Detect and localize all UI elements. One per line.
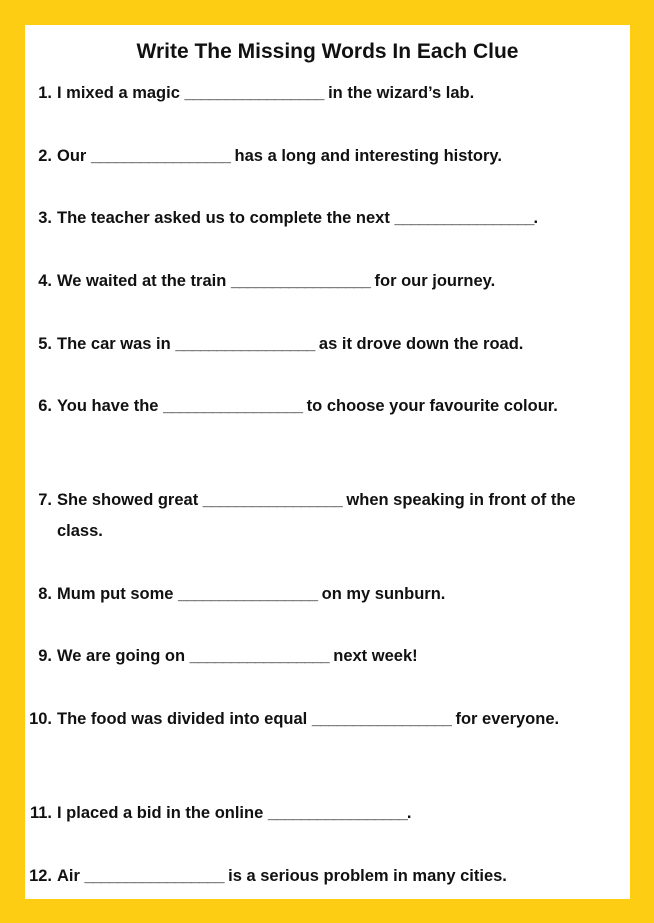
clue-text-before: You have the xyxy=(57,397,159,415)
answer-blank[interactable]: _________________ xyxy=(202,491,342,509)
clue-text-after: as it drove down the road. xyxy=(318,335,524,353)
clue-text-before: The food was divided into equal xyxy=(57,710,308,728)
clue-number: 2. xyxy=(38,147,52,165)
clue-text-before: She showed great xyxy=(57,491,199,509)
clue-number: 5. xyxy=(38,335,52,353)
clue-text-before: We are going on xyxy=(57,647,186,665)
clue-number: 9. xyxy=(38,647,52,665)
clue-text-after: is a serious problem in many cities. xyxy=(228,867,507,885)
clue-text-before: I placed a bid in the online xyxy=(57,804,264,822)
clue-number: 4. xyxy=(38,272,52,290)
answer-blank[interactable]: _________________ xyxy=(84,867,224,885)
answer-blank[interactable]: _________________ xyxy=(163,397,303,415)
clue-text-after: next week! xyxy=(333,647,418,665)
clue-text-after: for everyone. xyxy=(455,710,560,728)
worksheet xyxy=(25,25,630,899)
answer-blank[interactable]: _________________ xyxy=(189,647,329,665)
clue-text-after: . xyxy=(406,804,412,822)
clue-number: 11. xyxy=(29,804,52,822)
answer-blank[interactable]: _________________ xyxy=(311,710,451,728)
clue-number: 3. xyxy=(38,209,52,227)
clue-text-before: We waited at the train xyxy=(57,272,227,290)
answer-blank[interactable]: _________________ xyxy=(175,335,315,353)
clue-text-after: for our journey. xyxy=(374,272,496,290)
clue-number: 7. xyxy=(38,491,52,509)
answer-blank[interactable]: _________________ xyxy=(90,147,230,165)
clue-number: 10. xyxy=(29,710,52,728)
clue-text-before: The teacher asked us to complete the next xyxy=(57,209,390,227)
answer-blank[interactable]: _________________ xyxy=(184,84,324,102)
clue-text-after: to choose your favourite colour. xyxy=(306,397,558,415)
clue-number: 6. xyxy=(38,397,52,415)
clue-text-before: Mum put some xyxy=(57,585,174,603)
clue-number: 8. xyxy=(38,585,52,603)
clue-text-before: The car was in xyxy=(57,335,171,353)
answer-blank[interactable]: _________________ xyxy=(230,272,370,290)
clue-number: 12. xyxy=(29,867,52,885)
clue-number: 1. xyxy=(38,84,52,102)
answer-blank[interactable]: _________________ xyxy=(178,585,318,603)
clue-text-before: Our xyxy=(57,147,87,165)
clue-text-before: Air xyxy=(57,867,80,885)
clue-text-after: in the wizard’s lab. xyxy=(328,84,475,102)
clue-text-after: has a long and interesting history. xyxy=(234,147,502,165)
worksheet-title: Write The Missing Words In Each Clue xyxy=(136,40,519,63)
clue-text-after: . xyxy=(533,209,539,227)
answer-blank[interactable]: _________________ xyxy=(267,804,407,822)
clue-text-before: I mixed a magic xyxy=(57,84,180,102)
clue-text-after: when speaking in front of the class. xyxy=(57,491,576,540)
answer-blank[interactable]: _________________ xyxy=(394,209,534,227)
clue-text-after: on my sunburn. xyxy=(321,585,446,603)
